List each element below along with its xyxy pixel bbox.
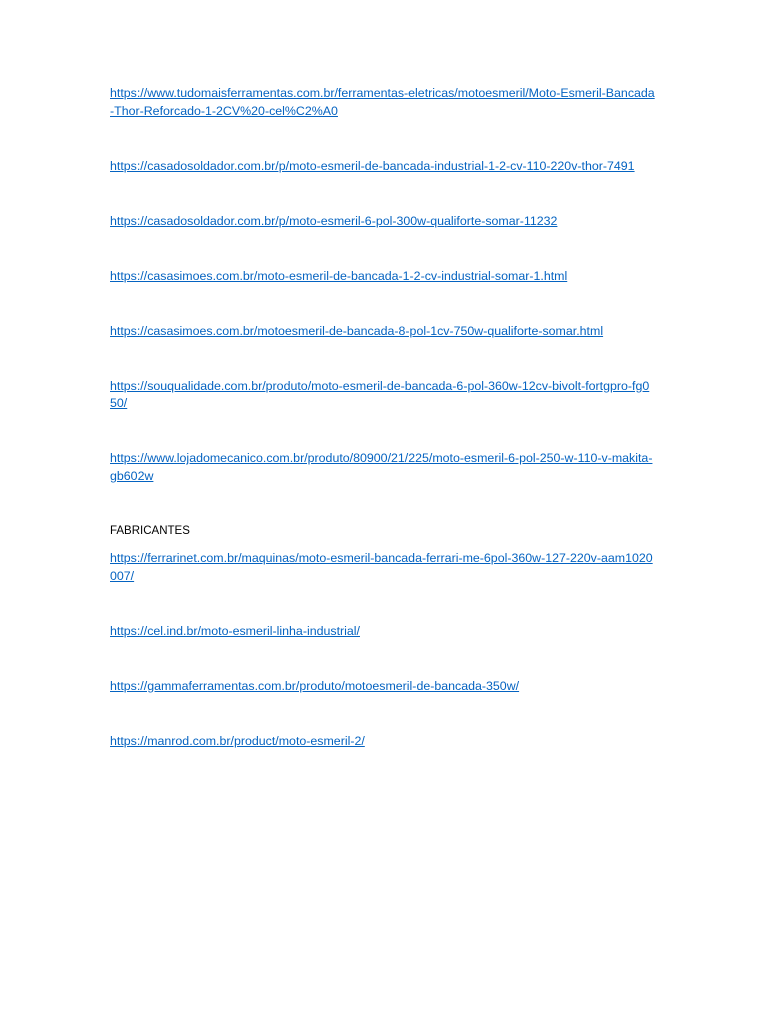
link-casadosoldador-thor[interactable]: https://casadosoldador.com.br/p/moto-esmeril-de-bancada-industrial-1-2-cv-110-220v-thor-7491 — [110, 158, 635, 173]
link-cel[interactable]: https://cel.ind.br/moto-esmeril-linha-industrial/ — [110, 623, 360, 638]
link-manrod[interactable]: https://manrod.com.br/product/moto-esmeril-2/ — [110, 733, 365, 748]
document-body — [110, 85, 655, 750]
link-gammaferramentas[interactable]: https://gammaferramentas.com.br/produto/motoesmeril-de-bancada-350w/ — [110, 678, 520, 693]
link-casasimoes-1-2cv[interactable]: https://casasimoes.com.br/moto-esmeril-de-bancada-1-2-cv-industrial-somar-1.html — [110, 268, 568, 283]
link-tudomaisferramentas[interactable]: https://www.tudomaisferramentas.com.br/ferramentas-eletricas/motoesmeril/Moto-Esmeril-Bancada-Thor-Reforcado-1-2CV%20-cel%C2%A0 — [110, 86, 655, 118]
link-lojadomecanico[interactable]: https://www.lojadomecanico.com.br/produto/80900/21/225/moto-esmeril-6-pol-250-w-110-v-makita-gb602w — [110, 451, 653, 483]
link-casasimoes-8pol[interactable]: https://casasimoes.com.br/motoesmeril-de-bancada-8-pol-1cv-750w-qualiforte-somar.html — [110, 323, 604, 338]
section-heading-manufacturers: FABRICANTES — [110, 524, 190, 537]
link-souqualidade[interactable]: https://souqualidade.com.br/produto/moto-esmeril-de-bancada-6-pol-360w-12cv-bivolt-fortgpro-fg050/ — [110, 378, 650, 410]
link-casadosoldador-somar[interactable]: https://casadosoldador.com.br/p/moto-esmeril-6-pol-300w-qualiforte-somar-11232 — [110, 213, 558, 228]
link-ferrarinet[interactable]: https://ferrarinet.com.br/maquinas/moto-esmeril-bancada-ferrari-me-6pol-360w-127-220v-aam1020007/ — [110, 551, 653, 583]
